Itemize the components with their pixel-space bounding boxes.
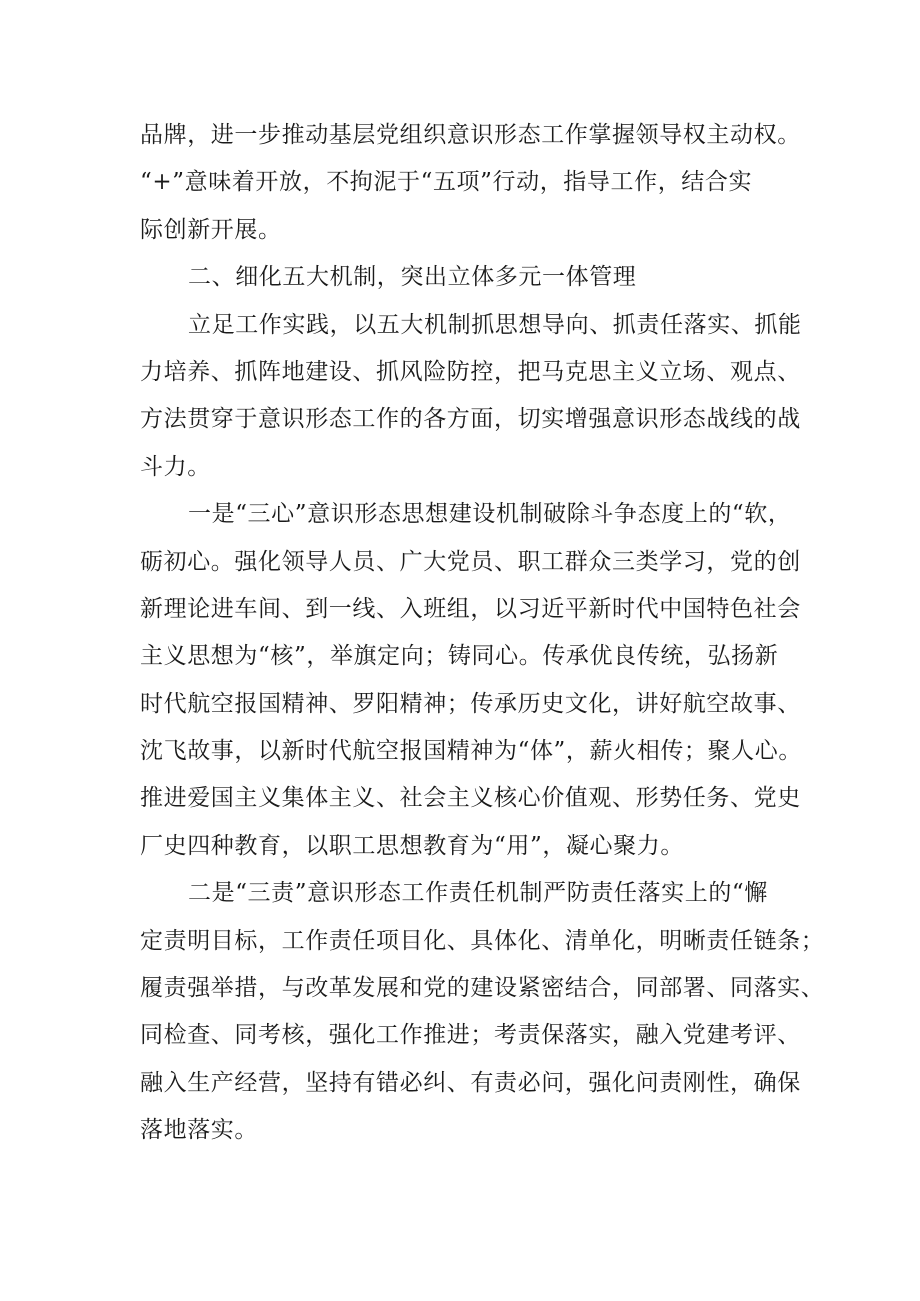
section-heading — [140, 254, 790, 301]
text-line: 沈飞故事，以新时代航空报国精神为“体”，薪火相传；聚人心。 — [140, 738, 802, 765]
document-body — [140, 112, 825, 1155]
text-line: 砺初心。强化领导人员、广大党员、职工群众三类学习，党的创 — [140, 548, 801, 575]
text-line: 二是“三责”意识形态工作责任机制严防责任落实上的“懈 — [188, 880, 768, 907]
text-line: 际创新开展。 — [140, 216, 282, 243]
paragraph-three-hearts — [140, 491, 802, 870]
text-line: 力培养、抓阵地建设、抓风险防控，把马克思主义立场、观点、 — [140, 358, 801, 385]
text-line: “+”意味着开放，不拘泥于“五项”行动，指导工作，结合实 — [140, 169, 753, 196]
paragraph-three-duties — [140, 870, 825, 1154]
text-line: 时代航空报国精神、罗阳精神；传承历史文化，讲好航空故事、 — [140, 690, 801, 717]
paragraph-brand — [140, 112, 801, 254]
text-line: 新理论进车间、到一线、入班组，以习近平新时代中国特色社会 — [140, 595, 801, 622]
text-line: 品牌，进一步推动基层党组织意识形态工作掌握领导权主动权。 — [140, 122, 801, 148]
text-line: 落地落实。 — [140, 1117, 258, 1144]
text-line: 履责强举措，与改革发展和党的建设紧密结合，同部署、同落实、 — [140, 975, 825, 1002]
text-line: 融入生产经营，坚持有错必纠、有责必问，强化问责刚性，确保 — [140, 1069, 801, 1096]
text-line: 一是“三心”意识形态思想建设机制破除斗争态度上的“软， — [188, 501, 792, 528]
text-line: 方法贯穿于意识形态工作的各方面，切实增强意识形态战线的战 — [140, 406, 801, 433]
text-line: 厂史四种教育，以职工思想教育为“用”，凝心聚力。 — [140, 832, 684, 859]
text-line: 定责明目标，工作责任项目化、具体化、清单化，明晰责任链条； — [140, 927, 825, 954]
text-line: 同检查、同考核，强化工作推进；考责保落实，融入党建考评、 — [140, 1022, 801, 1049]
heading-line: 二、细化五大机制，突出立体多元一体管理 — [188, 264, 637, 291]
text-line: 主义思想为“核”，举旗定向；铸同心。传承优良传统，弘扬新 — [140, 643, 779, 670]
text-line: 斗力。 — [140, 453, 211, 480]
text-line: 立足工作实践，以五大机制抓思想导向、抓责任落实、抓能 — [188, 311, 802, 338]
paragraph-practice — [140, 302, 802, 492]
text-line: 推进爱国主义集体主义、社会主义核心价值观、形势任务、党史 — [140, 785, 801, 812]
